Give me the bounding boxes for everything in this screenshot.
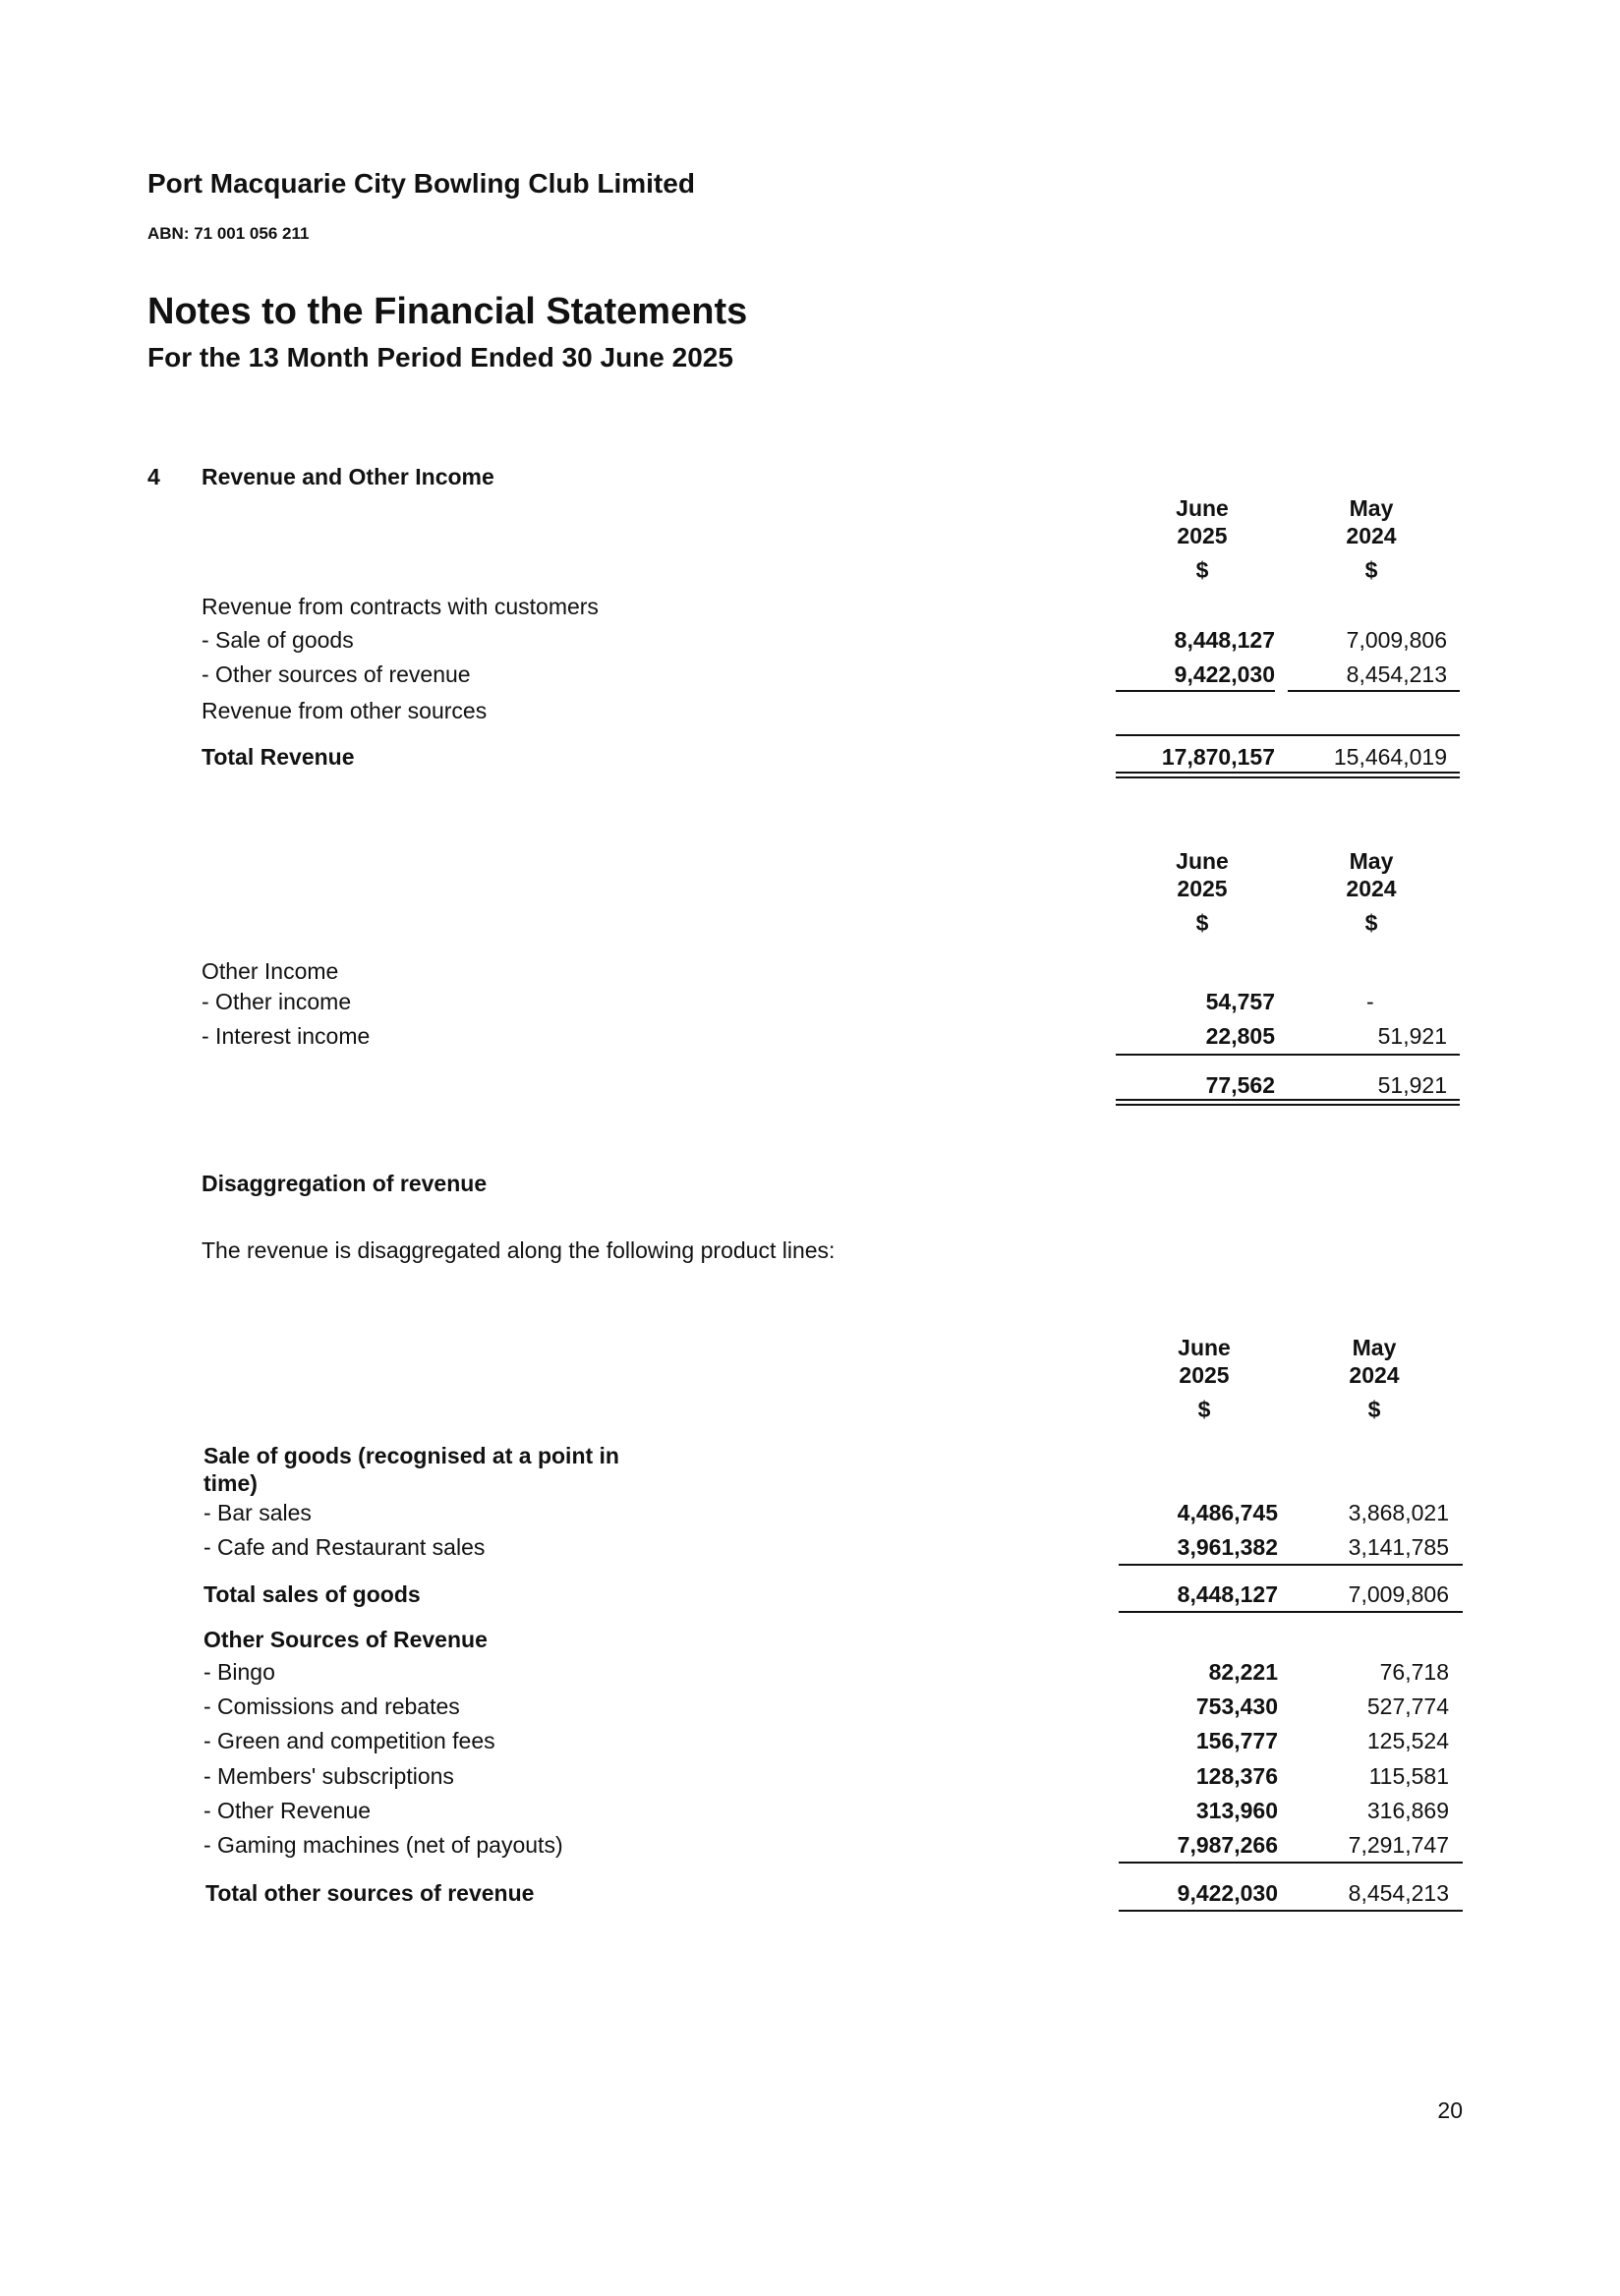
- col-header-current: [1145, 1334, 1263, 1389]
- row-value-previous: 7,009,806: [1346, 627, 1447, 653]
- total-value-current: 9,422,030: [1177, 1880, 1278, 1906]
- row-value-current: 22,805: [1205, 1023, 1275, 1049]
- row-value-current: 9,422,030: [1174, 661, 1275, 687]
- revenue-other-sources-label: Revenue from other sources: [202, 698, 488, 723]
- row-label: - Comissions and rebates: [203, 1693, 460, 1719]
- row-value-current: 7,987,266: [1177, 1832, 1278, 1858]
- total-top-rule: [1119, 1862, 1463, 1864]
- row-value-previous: 125,524: [1366, 1728, 1449, 1753]
- col-currency-previous: $: [1364, 557, 1378, 583]
- row-value-previous: 76,718: [1379, 1659, 1449, 1685]
- total-bottom-rule: [1119, 1910, 1463, 1912]
- double-rule: [1116, 1099, 1460, 1101]
- total-value-previous: 51,921: [1377, 1072, 1447, 1098]
- revenue-heading: Revenue from contracts with customers: [202, 594, 599, 619]
- col-currency-previous: $: [1367, 1397, 1381, 1422]
- row-label: - Green and competition fees: [203, 1728, 495, 1753]
- row-label: - Cafe and Restaurant sales: [203, 1534, 486, 1560]
- company-name: Port Macquarie City Bowling Club Limited: [147, 168, 695, 199]
- row-value-previous: 51,921: [1377, 1023, 1447, 1049]
- subtotal-rule: [1116, 690, 1275, 692]
- col-header-previous: [1312, 847, 1430, 902]
- row-label: - Sale of goods: [202, 627, 354, 653]
- total-value-current: 77,562: [1205, 1072, 1275, 1098]
- col-year: 2024: [1346, 876, 1397, 901]
- row-value-previous: 3,868,021: [1348, 1500, 1449, 1525]
- abn: ABN: 71 001 056 211: [147, 224, 310, 243]
- total-bottom-rule: [1119, 1611, 1463, 1613]
- total-value-current: 17,870,157: [1161, 744, 1275, 770]
- row-value-current: 128,376: [1195, 1763, 1278, 1789]
- total-value-previous: 15,464,019: [1333, 744, 1447, 770]
- section-number: 4: [147, 464, 160, 489]
- row-label: - Interest income: [202, 1023, 371, 1049]
- row-label: - Other income: [202, 989, 352, 1014]
- row-value-previous: 8,454,213: [1346, 661, 1447, 687]
- total-top-rule: [1119, 1564, 1463, 1566]
- col-header-current: [1143, 847, 1261, 902]
- col-header-current: [1143, 494, 1261, 549]
- goods-heading-cont: time): [203, 1470, 258, 1496]
- col-year: 2025: [1177, 523, 1228, 548]
- row-label: - Bingo: [203, 1659, 275, 1685]
- total-label: Total sales of goods: [203, 1581, 421, 1607]
- col-currency-previous: $: [1364, 910, 1378, 936]
- section-title: Revenue and Other Income: [202, 464, 494, 489]
- row-label: - Other sources of revenue: [202, 661, 471, 687]
- row-value-previous: 115,581: [1368, 1763, 1449, 1789]
- goods-heading: Sale of goods (recognised at a point in: [203, 1443, 619, 1468]
- double-rule: [1116, 772, 1460, 774]
- row-value-current: 54,757: [1205, 989, 1275, 1014]
- col-year: 2024: [1349, 1362, 1400, 1388]
- page-title: Notes to the Financial Statements: [147, 291, 748, 332]
- total-label: Total Revenue: [202, 744, 355, 770]
- disaggregation-heading: Disaggregation of revenue: [202, 1171, 488, 1196]
- total-top-rule: [1116, 1054, 1460, 1056]
- double-rule: [1116, 1104, 1460, 1106]
- total-value-previous: 7,009,806: [1348, 1581, 1449, 1607]
- col-month: May: [1349, 495, 1394, 521]
- row-value-current: 156,777: [1195, 1728, 1278, 1753]
- row-label: - Members' subscriptions: [203, 1763, 454, 1789]
- row-label: - Other Revenue: [203, 1798, 372, 1823]
- col-year: 2025: [1177, 876, 1228, 901]
- col-header-previous: [1312, 494, 1430, 549]
- col-month: June: [1176, 495, 1229, 521]
- subtotal-rule: [1288, 690, 1460, 692]
- col-month: June: [1176, 848, 1229, 874]
- row-label: - Gaming machines (net of payouts): [203, 1832, 563, 1858]
- row-value-current: 8,448,127: [1174, 627, 1275, 653]
- row-value-current: 4,486,745: [1177, 1500, 1278, 1525]
- other-sources-heading: Other Sources of Revenue: [203, 1627, 488, 1652]
- col-month: May: [1352, 1335, 1397, 1360]
- disaggregation-intro: The revenue is disaggregated along the following product lines:: [202, 1237, 836, 1263]
- row-value-current: 313,960: [1195, 1798, 1278, 1823]
- double-rule: [1116, 776, 1460, 778]
- other-income-heading: Other Income: [202, 958, 339, 984]
- row-value-previous: 7,291,747: [1348, 1832, 1449, 1858]
- row-value-current: 82,221: [1208, 1659, 1278, 1685]
- row-label: - Bar sales: [203, 1500, 312, 1525]
- total-label: Total other sources of revenue: [205, 1880, 535, 1906]
- total-value-current: 8,448,127: [1177, 1581, 1278, 1607]
- row-value-current: 753,430: [1195, 1693, 1278, 1719]
- col-currency-current: $: [1195, 557, 1209, 583]
- page-subtitle: For the 13 Month Period Ended 30 June 2025: [147, 342, 733, 373]
- row-value-previous: 316,869: [1366, 1798, 1449, 1823]
- col-month: May: [1349, 848, 1394, 874]
- col-currency-current: $: [1197, 1397, 1211, 1422]
- row-value-previous: 527,774: [1366, 1693, 1449, 1719]
- col-header-previous: [1315, 1334, 1433, 1389]
- page-number: 20: [1437, 2097, 1463, 2123]
- total-value-previous: 8,454,213: [1348, 1880, 1449, 1906]
- col-year: 2025: [1179, 1362, 1230, 1388]
- row-value-previous: -: [1366, 989, 1374, 1014]
- col-year: 2024: [1346, 523, 1397, 548]
- total-top-rule: [1116, 734, 1460, 736]
- row-value-previous: 3,141,785: [1348, 1534, 1449, 1560]
- col-month: June: [1178, 1335, 1231, 1360]
- col-currency-current: $: [1195, 910, 1209, 936]
- row-value-current: 3,961,382: [1177, 1534, 1278, 1560]
